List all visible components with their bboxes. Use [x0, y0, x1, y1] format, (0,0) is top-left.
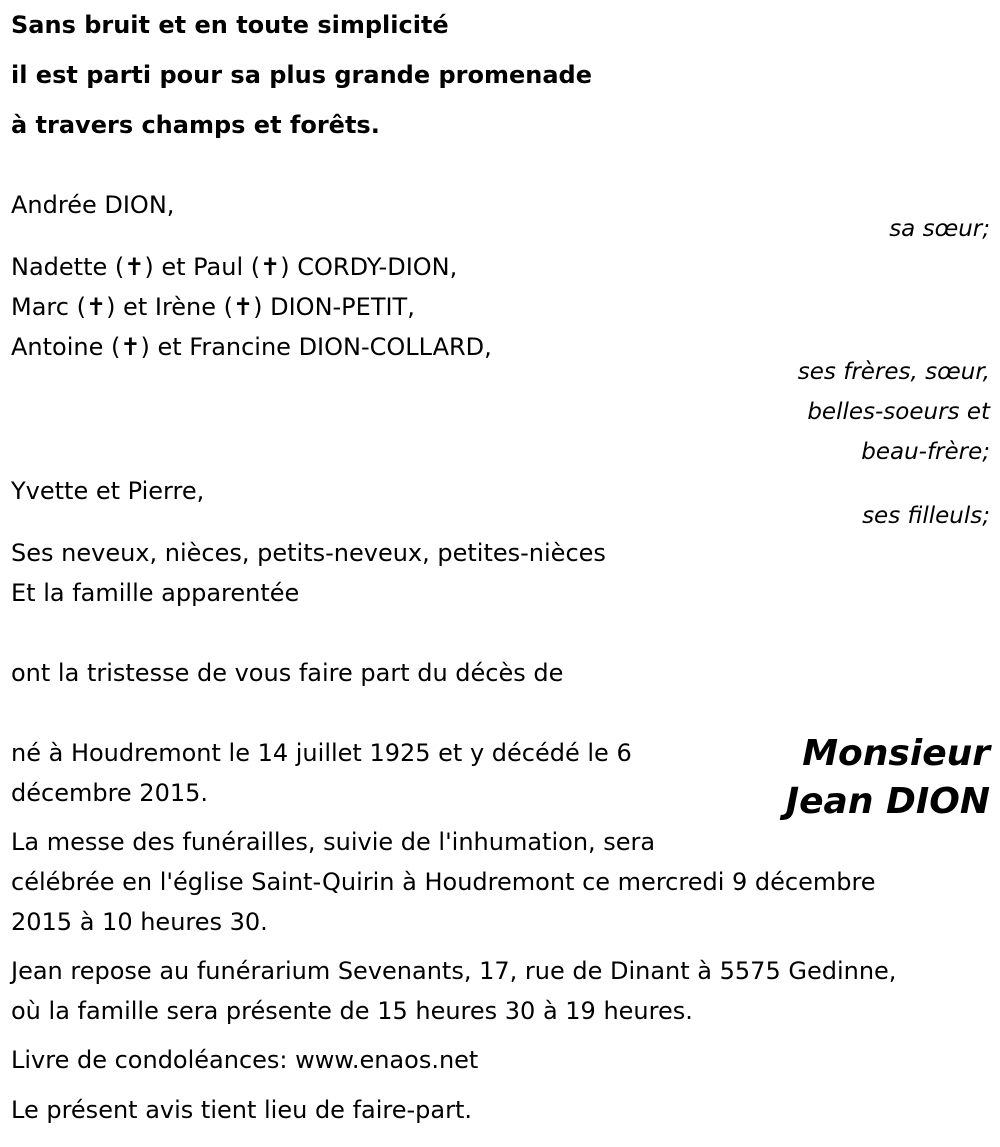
sibling-line-1: [11, 253, 457, 281]
condolences-line: Livre de condoléances: www.enaos.net: [11, 1046, 479, 1074]
godchildren-relation: ses filleuls;: [862, 503, 990, 529]
repose-line-2: où la famille sera présente de 15 heures 30 à 19 heures.: [11, 997, 693, 1025]
cross-icon: ✝: [233, 293, 254, 321]
sister-name: Andrée DION,: [11, 191, 175, 219]
birth-death-line-1: né à Houdremont le 14 juillet 1925 et y décédé le 6: [11, 739, 632, 767]
poem-line-2: il est parti pour sa plus grande promenade: [11, 61, 593, 89]
siblings-relation-line-3: beau-frère;: [861, 439, 990, 465]
sibling-line-3: [11, 333, 492, 361]
sibling-line-2: [11, 293, 415, 321]
sister-relation: sa sœur;: [889, 216, 990, 242]
cross-icon: ✝: [85, 293, 107, 321]
birth-death-line-2: décembre 2015.: [11, 779, 209, 807]
funeral-line-1: La messe des funérailles, suivie de l'inhumation, sera: [11, 828, 656, 856]
deceased-title: Monsieur: [802, 733, 990, 774]
repose-line-1: Jean repose au funérarium Sevenants, 17, rue de Dinant à 5575 Gedinne,: [11, 957, 897, 985]
siblings-relation-line-1: ses frères, sœur,: [797, 359, 990, 385]
sibling-1-part-c: ) CORDY-DION,: [280, 253, 458, 281]
sibling-2-part-c: ) DION-PETIT,: [253, 293, 415, 321]
sibling-2-part-b: ) et Irène (: [106, 293, 234, 321]
funeral-line-3: 2015 à 10 heures 30.: [11, 908, 268, 936]
announcement-text: ont la tristesse de vous faire part du décès de: [11, 659, 564, 687]
funeral-line-2: célébrée en l'église Saint-Quirin à Houdremont ce mercredi 9 décembre: [11, 868, 876, 896]
godchildren-names: Yvette et Pierre,: [11, 477, 205, 505]
sibling-2-part-a: Marc (: [11, 293, 86, 321]
sibling-3-part-a: Antoine (: [11, 333, 121, 361]
poem-line-1: Sans bruit et en toute simplicité: [11, 11, 449, 39]
cross-icon: ✝: [260, 253, 281, 281]
sibling-1-part-a: Nadette (: [11, 253, 125, 281]
cross-icon: ✝: [124, 253, 145, 281]
extended-family-line-1: Ses neveux, nièces, petits-neveux, petites-nièces: [11, 539, 606, 567]
cross-icon: ✝: [120, 333, 141, 361]
extended-family-line-2: Et la famille apparentée: [11, 579, 300, 607]
sibling-3-part-b: ) et Francine DION-COLLARD,: [140, 333, 492, 361]
deceased-name: Jean DION: [785, 781, 990, 822]
notice-line: Le présent avis tient lieu de faire-part.: [11, 1096, 473, 1124]
sibling-1-part-b: ) et Paul (: [144, 253, 261, 281]
poem-line-3: à travers champs et forêts.: [11, 111, 380, 139]
siblings-relation-line-2: belles-soeurs et: [807, 399, 990, 425]
